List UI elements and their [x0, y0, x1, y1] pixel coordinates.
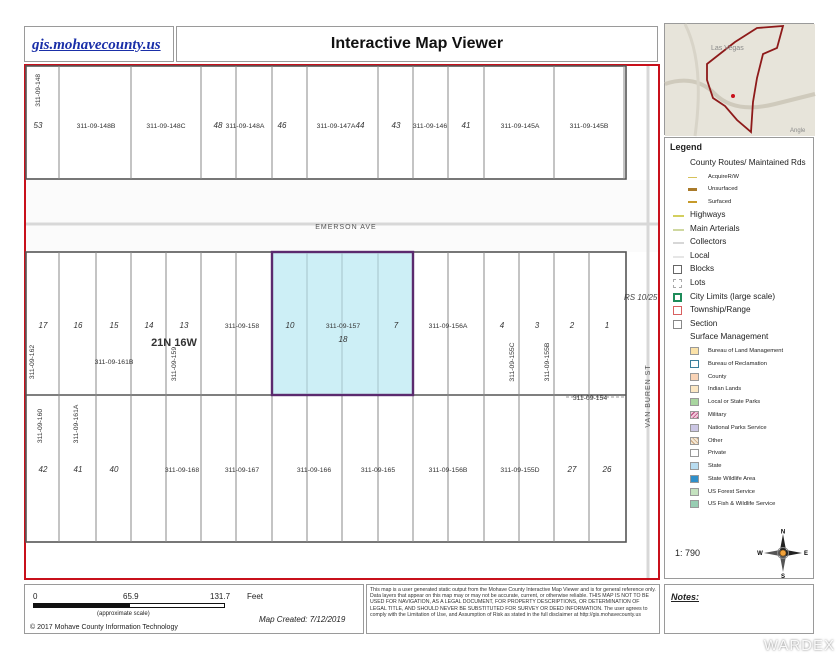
scale-bar-panel [24, 584, 364, 634]
map-created-date: Map Created: 7/12/2019 [259, 615, 346, 624]
svg-text:311-09-156A: 311-09-156A [428, 323, 468, 330]
legend-section: Section [670, 318, 813, 332]
svg-text:15: 15 [109, 321, 119, 330]
lot-number: 46 [277, 121, 287, 130]
svg-text:311-09-161B: 311-09-161B [94, 359, 134, 366]
svg-text:311-09-168: 311-09-168 [164, 467, 200, 474]
legend-surface-item: State Wildlife Area [670, 473, 813, 486]
lot-number: 41 [461, 121, 471, 130]
legend-main-arterials: Main Arterials [670, 223, 813, 237]
svg-text:17: 17 [38, 321, 48, 330]
svg-text:7: 7 [393, 321, 399, 330]
street-label-emerson: EMERSON AVE [315, 224, 377, 231]
title-box [176, 26, 658, 62]
legend-lots: Lots [670, 277, 813, 291]
legend-surface-item: US Fish & Wildlife Service [670, 498, 813, 511]
parcel-label: 311-09-148B [76, 123, 116, 130]
lot-number: 44 [355, 121, 365, 130]
legend-surface-item: National Parks Service [670, 422, 813, 435]
parcel-label: 311-09-147A [316, 123, 356, 130]
svg-text:14: 14 [144, 321, 154, 330]
lot-number: 53 [33, 121, 43, 130]
overview-map[interactable] [664, 23, 814, 135]
rs-label: RS 10/25 [624, 293, 658, 302]
overview-corner-label: Angle [790, 128, 806, 134]
svg-text:311-09-160: 311-09-160 [37, 408, 44, 444]
disclaimer-text: This map is a user generated static output from the Mohave County Interactive Map Viewer and is for general reference only. Data layers that appear on this map may or may not be accurate, current, or otherwise reliable. THIS MAP IS NOT TO BE USED FOR NAVIGATION, AS A LEGAL DOCUMENT, FOR PROPERTY DESCRIPTIONS, OR DETERMINATION OF LEGAL TITLE, AND SHOULD NEVER BE SUBSTITUTED FOR SURVEY OR DEED INFORMATION. The user agrees to comply with the Limitation of Use, and Assumption of Risk as stated in the full disclaimer at http://gis.mohavecounty.us [370, 587, 656, 618]
legend-surface-item: County [670, 371, 813, 384]
parcel-label: 311-09-148A [225, 123, 265, 130]
scale-bar-segment-1 [33, 603, 129, 608]
svg-text:42: 42 [38, 465, 48, 474]
parcel-label: 311-09-145B [569, 123, 609, 130]
legend-surface-item: Other [670, 435, 813, 448]
legend-surfaced: Surfaced [670, 196, 813, 209]
svg-text:311-09-158: 311-09-158 [224, 323, 260, 330]
page-title: Interactive Map Viewer [330, 35, 504, 52]
parcel-label: 311-09-145A [500, 123, 540, 130]
legend-surface-management: Surface Management [690, 332, 769, 342]
compass-w: W [757, 551, 763, 557]
svg-text:3: 3 [534, 321, 540, 330]
svg-text:311-09-165: 311-09-165 [360, 467, 396, 474]
watermark: WARDEX [763, 637, 835, 654]
legend-surface-item: State [670, 460, 813, 473]
legend-unsurfaced: Unsurfaced [670, 183, 813, 196]
svg-text:311-09-167: 311-09-167 [224, 467, 260, 474]
svg-text:311-09-159: 311-09-159 [171, 346, 178, 382]
legend-surface-item: US Forest Service [670, 486, 813, 499]
street-label-van-buren: VAN BUREN ST [645, 364, 652, 428]
svg-text:4: 4 [499, 321, 505, 330]
legend-surface-item: Bureau of Reclamation [670, 358, 813, 371]
svg-text:40: 40 [109, 465, 119, 474]
scale-zero: 0 [33, 592, 38, 601]
location-marker-icon [731, 94, 735, 98]
svg-text:311-09-155B: 311-09-155B [544, 342, 551, 382]
approx-scale: (approximate scale) [97, 611, 150, 617]
svg-text:41: 41 [73, 465, 83, 474]
scale-unit: Feet [247, 592, 264, 601]
site-link[interactable]: gis.mohavecounty.us [32, 37, 161, 53]
lot-number: 48 [213, 121, 223, 130]
parcel-label: 311-09-148C [146, 123, 186, 130]
legend-surface-item: Bureau of Land Management [670, 345, 813, 358]
emerson-road [26, 180, 658, 252]
compass-s: S [780, 574, 786, 580]
surface-management-list [670, 345, 813, 511]
compass-e: E [803, 551, 809, 557]
scale-ratio: 1: 790 [675, 548, 701, 558]
legend-acquire-rw: AcquireR/W [670, 171, 813, 184]
legend-city-limits: City Limits (large scale) [670, 291, 813, 305]
svg-text:311-09-155D: 311-09-155D [500, 467, 540, 474]
svg-text:311-09-161A: 311-09-161A [73, 404, 80, 444]
svg-text:311-09-156B: 311-09-156B [428, 467, 468, 474]
legend-panel [664, 137, 814, 579]
svg-text:311-09-162: 311-09-162 [29, 344, 36, 380]
svg-text:1: 1 [604, 321, 610, 330]
parcel-map[interactable] [26, 66, 658, 578]
svg-text:18: 18 [338, 335, 348, 344]
scale-mid: 65.9 [123, 592, 139, 601]
parcel-label: 311-09-146 [412, 123, 448, 130]
map-frame[interactable] [24, 64, 660, 580]
lot-number: 43 [391, 121, 401, 130]
svg-text:16: 16 [73, 321, 83, 330]
scale-max: 131.7 [210, 592, 231, 601]
legend-township-range: Township/Range [670, 304, 813, 318]
legend-surface-item: Military [670, 409, 813, 422]
svg-text:10: 10 [285, 321, 295, 330]
svg-text:311-09-157: 311-09-157 [325, 323, 361, 330]
scale-bar-segment-2 [129, 603, 225, 608]
legend-highways: Highways [670, 209, 813, 223]
compass-n: N [780, 529, 786, 536]
notes-label: Notes: [671, 592, 700, 602]
overview-svg [665, 24, 815, 136]
copyright: © 2017 Mohave County Information Technology [30, 624, 178, 631]
legend-surface-item: Local or State Parks [670, 396, 813, 409]
legend-title: Legend [670, 142, 703, 152]
svg-text:27: 27 [567, 465, 577, 474]
svg-text:2: 2 [569, 321, 575, 330]
legend-surface-item: Private [670, 447, 813, 460]
parcel-label: 311-09-148 [35, 74, 42, 107]
legend-blocks: Blocks [670, 263, 813, 277]
township-label: 21N 16W [151, 337, 197, 349]
disclaimer-panel [366, 584, 660, 634]
svg-text:13: 13 [179, 321, 189, 330]
legend-county-routes: County Routes/ Maintained Rds [690, 158, 806, 167]
legend-surface-item: Indian Lands [670, 383, 813, 396]
legend-collectors: Collectors [670, 236, 813, 250]
overview-city: Las Vegas [711, 45, 744, 52]
svg-text:311-09-155C: 311-09-155C [509, 342, 516, 382]
svg-text:26: 26 [602, 465, 612, 474]
svg-text:311-09-166: 311-09-166 [296, 467, 332, 474]
compass-icon [758, 528, 808, 578]
svg-text:311-09-154: 311-09-154 [572, 395, 608, 402]
site-link-box [24, 26, 174, 62]
notes-panel [664, 584, 814, 634]
legend-local: Local [670, 250, 813, 264]
